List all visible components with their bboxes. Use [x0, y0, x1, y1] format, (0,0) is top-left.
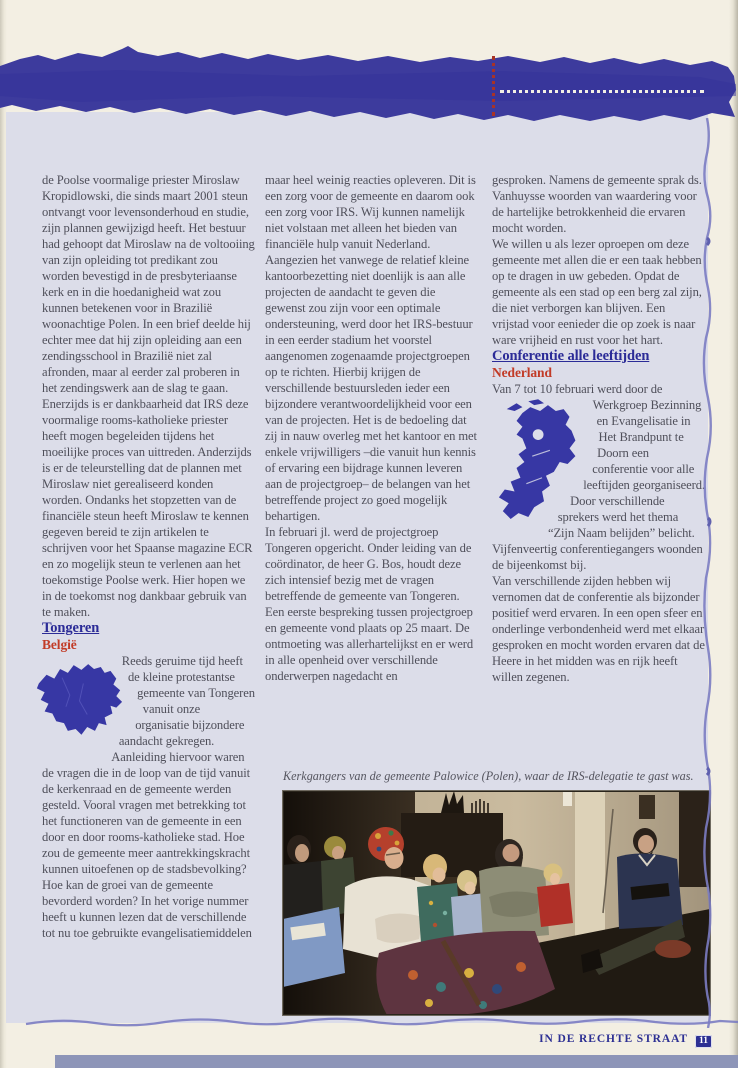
column2-paragraph2 — [265, 252, 478, 524]
column2-paragraph2-text: Aangezien het vanwege de relatief kleine kantoorbezetting niet doenlijk is aan alle projecten de aandacht te geven die gewenst zou zijn voor een optimale ondersteuning, werd door het IRS-bestuur in een eerder stadium het voorstel aangenomen zogenaamde projectgroepen op te richten. Hierbij krijgen de verschillende bestuursleden ieder een bijzondere verantwoordelijkheid voor een van de projecten. Het is de bedoeling dat zij in nauw overleg met het kantoor en met enkele vrijwilligers –die vanuit hun kennis of ervaring een bijdrage kunnen leveren aan de projectgroep– de belangen van het betreffende project zo goed mogelijk behartigen. — [265, 253, 477, 523]
column3-paragraph3-intro-text: Van 7 tot 10 februari werd door de — [492, 382, 663, 396]
column3-paragraph4-text: Van verschillende zijden hebben wij vernomen dat de conferentie als bijzonder positief werd ervaren. In een open sfeer en onderlinge verbondenheid werd met elkaar gesproken en mocht worden ervaren dat de Heere in het midden was en rijk heeft willen zegenen. — [492, 574, 705, 684]
column3-paragraph3 — [492, 397, 705, 573]
column3-paragraph3-text: Werkgroep Bezinning en Evangelisatie in Het Brandpunt te Doorn een conferentie voor alle leeftijden georganiseerd. Door verschillende sprekers werd het thema “Zijn Naam belijden” belicht. Vijfenveertig conferentiegangers woonden de bijeenkomst bij. — [492, 398, 705, 572]
column3-paragraph2-text: We willen u als lezer oproepen om deze gemeente met allen die er een taak hebben op te dragen in uw gebeden. Opdat de gemeente als een stad op een berg zal zijn, die niet verborgen kan blijven. Een vrijstad voor eenieder die op zoek is naar ware vrijheid en rust voor het hart. — [492, 237, 702, 347]
section-heading-conferentie — [492, 348, 705, 381]
photo-caption: Kerkgangers van de gemeente Palowice (Polen), waar de IRS-delegatie te gast was. — [283, 769, 694, 783]
bottom-torn-edge-line — [0, 1010, 738, 1034]
white-dotted-line — [500, 90, 704, 93]
section-title-conferentie: Conferentie alle leeftijden — [492, 348, 650, 364]
column-1 — [42, 172, 255, 941]
column2-paragraph3-text: In februari jl. werd de projectgroep Tongeren opgericht. Onder leiding van de coördinator, de heer G. Bos, houdt deze zich intensief bezig met de vragen betreffende de gemeente van Tongeren. Een eerste bespreking tussen projectgroep en gemeente vond plaats op 25 maart. De ontmoeting was allerhartelijkst en er werd in alle openheid over verschillende onderwerpen nagedacht en — [265, 525, 474, 683]
page-footer — [380, 1033, 712, 1048]
column1-paragraph2 — [42, 653, 255, 941]
column1-paragraph2-text: Reeds geruime tijd heeft de kleine protestantse gemeente van Tongeren vanuit onze organisatie bijzondere aandacht gekregen. Aanleiding hiervoor waren de vragen die in de loop van de tijd vanuit de kerkenraad en de gemeente werden gesteld. Vooral vragen met betrekking tot het functioneren van de gemeente in een door en door rooms-katholieke stad. Hoe zou de gemeente meer aantrekkingskracht kunnen uitoefenen op de stadsbevolking? Hoe kan de groei van de gemeente bevorderd worden? In het vorige nummer heeft u kunnen lezen dat de verschillende tot nu toe gebruikte evangelisatiemiddelen — [42, 654, 255, 940]
column1-paragraph1 — [42, 172, 255, 620]
column1-paragraph1-text: de Poolse voormalige priester Miroslaw Kropidlowski, die sinds maart 2001 steun ontvangt voor levensonderhoud en studie, zijn plannen gewijzigd heeft. Het bestuur had gehoopt dat Miroslaw na de voltooiing van zijn opleiding tot predikant zou worden bevestigd in de presbyteriaanse kerk en in die hoedanigheid wat zou kunnen betekenen voor in Brazilië woonachtige Polen. In een brief deelde hij echter mee dat hij zijn opleiding aan een zendingsschool in Brazilië niet zal afronden, maar al eerder zal proberen in het zendingswerk aan de slag te gaan. Enerzijds is er dankbaarheid dat IRS deze voormalige rooms-katholieke priester heeft mogen begeleiden tijdens het moeilijke proces van uittreden. Anderzijds is er de teleurstelling dat de plannen met Miroslaw niet gerealiseerd konden worden. Ondanks het stopzetten van de financiële steun heeft Miroslaw te kennen gegeven bereid te zijn artikelen te schrijven voor het Spaanse magazine ECR en zo mogelijk steun te verlenen aan het toekomstige Poolse werk. Hier hopen we in de toekomst nog dankbaar gebruik van te maken. — [42, 173, 255, 619]
belgium-map-icon — [33, 655, 125, 741]
column2-paragraph3 — [265, 524, 478, 684]
section-title-tongeren: Tongeren — [42, 620, 100, 636]
painted-header-band — [0, 44, 738, 132]
section-region-nederland: Nederland — [492, 365, 552, 380]
column-3 — [492, 172, 705, 685]
red-dotted-line — [492, 56, 495, 116]
column3-paragraph2 — [492, 236, 705, 348]
section-heading-tongeren — [42, 620, 255, 653]
column-2 — [265, 172, 478, 684]
congregation-photo — [283, 791, 710, 1015]
column3-paragraph4 — [492, 573, 705, 685]
magazine-title: IN DE RECHTE STRAAT — [539, 1033, 688, 1045]
scan-edge-right — [729, 0, 738, 1068]
column3-paragraph3-intro — [492, 381, 705, 397]
column2-paragraph1-text: maar heel weinig reacties opleveren. Dit is een zorg voor de gemeente en daarom ook een zorg voor IRS. Wij kunnen namelijk niet volstaan met alleen het bieden van financiële hulp vanuit Nederland. — [265, 173, 476, 251]
column2-paragraph1 — [265, 172, 478, 252]
right-torn-edge-line — [693, 118, 723, 1028]
section-region-belgie: België — [42, 637, 77, 652]
column3-paragraph1 — [492, 172, 705, 236]
page-number-badge: 11 — [695, 1035, 712, 1048]
column3-paragraph1-text: gesproken. Namens de gemeente sprak ds. Vanhuysse woorden van waardering voor de hartelijke betrokkenheid die ervaren mocht worden. — [492, 173, 702, 235]
scan-bottom-strip — [55, 1055, 738, 1068]
